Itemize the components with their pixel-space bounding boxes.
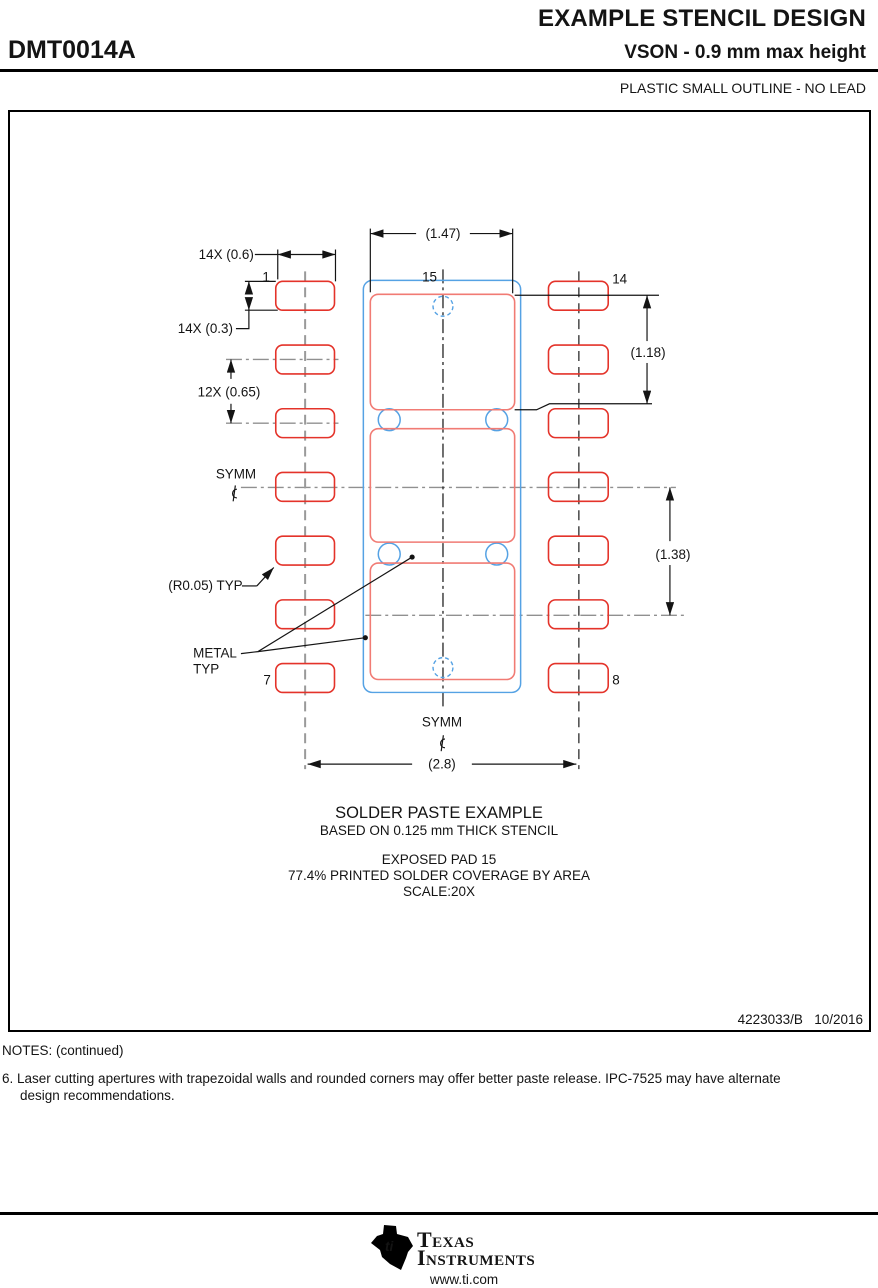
dimension-1_47 <box>370 226 512 293</box>
note-6-line-1: 6. Laser cutting apertures with trapezoidal walls and rounded corners may offer better paste release. IPC-7525 may have alternate <box>2 1071 781 1086</box>
brand-name-bottom: Instruments <box>417 1245 536 1270</box>
symm-label-left <box>216 466 256 501</box>
dim-label-14x-0_6: 14X (0.6) <box>198 246 254 262</box>
dim-label-12x-0_65: 12X (0.65) <box>197 384 261 400</box>
page-title: EXAMPLE STENCIL DESIGN <box>537 5 866 32</box>
footer-url[interactable]: www.ti.com <box>429 1272 499 1287</box>
centerline-symbol <box>233 485 237 501</box>
package-subtitle: PLASTIC SMALL OUTLINE - NO LEAD <box>619 80 866 96</box>
metal-typ-callout <box>193 554 415 676</box>
doc-number: 4223033/B 10/2016 <box>737 1012 863 1027</box>
caption-exposed-pad: EXPOSED PAD 15 <box>381 852 497 867</box>
notes-heading: NOTES: (continued) <box>2 1043 124 1058</box>
pin-label-7: 7 <box>263 672 271 688</box>
svg-text:TYP: TYP <box>193 661 220 677</box>
dim-label-1_38: (1.38) <box>655 547 691 563</box>
brand-name-top: Texas <box>417 1227 475 1252</box>
caption-scale: SCALE:20X <box>402 884 476 899</box>
symm-label-bottom <box>422 714 462 751</box>
svg-text:SYMM: SYMM <box>421 714 463 730</box>
dim-label-1_18: (1.18) <box>630 344 666 360</box>
pin-label-14: 14 <box>612 271 628 287</box>
centerline-symbol <box>441 735 445 751</box>
dimension-1_18 <box>515 295 666 409</box>
svg-text:METAL: METAL <box>193 645 237 661</box>
part-number: DMT0014A <box>8 36 136 64</box>
svg-text:(R0.05) TYP: (R0.05) TYP <box>168 577 243 593</box>
dim-label-1_47: (1.47) <box>425 226 461 242</box>
svg-text:SYMM: SYMM <box>215 466 257 482</box>
dimension-1_38 <box>655 487 690 615</box>
pin-label-1: 1 <box>262 269 270 285</box>
note-6-line-2: design recommendations. <box>20 1088 175 1103</box>
footer-rule <box>0 1212 878 1215</box>
pin-label-8: 8 <box>612 672 620 688</box>
caption-subtitle: BASED ON 0.125 mm THICK STENCIL <box>319 823 559 838</box>
pin-labels <box>262 269 627 687</box>
dim-label-2_8: (2.8) <box>428 756 456 772</box>
ti-logo-icon <box>370 1224 414 1272</box>
radius-typ-callout <box>168 568 274 593</box>
dimension-2_8 <box>308 757 577 772</box>
package-title: VSON - 0.9 mm max height <box>624 42 866 63</box>
dimension-12x-0_65 <box>198 359 261 423</box>
dimension-14x-0_3 <box>178 281 278 336</box>
pin-label-15: 15 <box>422 269 438 285</box>
svg-text:ti: ti <box>385 1239 394 1254</box>
dim-label-14x-0_3: 14X (0.3) <box>177 321 233 337</box>
caption-coverage: 77.4% PRINTED SOLDER COVERAGE BY AREA <box>287 868 591 883</box>
caption-title: SOLDER PASTE EXAMPLE <box>335 804 543 822</box>
header-rule <box>0 69 878 72</box>
exposed-pad-outline <box>363 280 520 692</box>
